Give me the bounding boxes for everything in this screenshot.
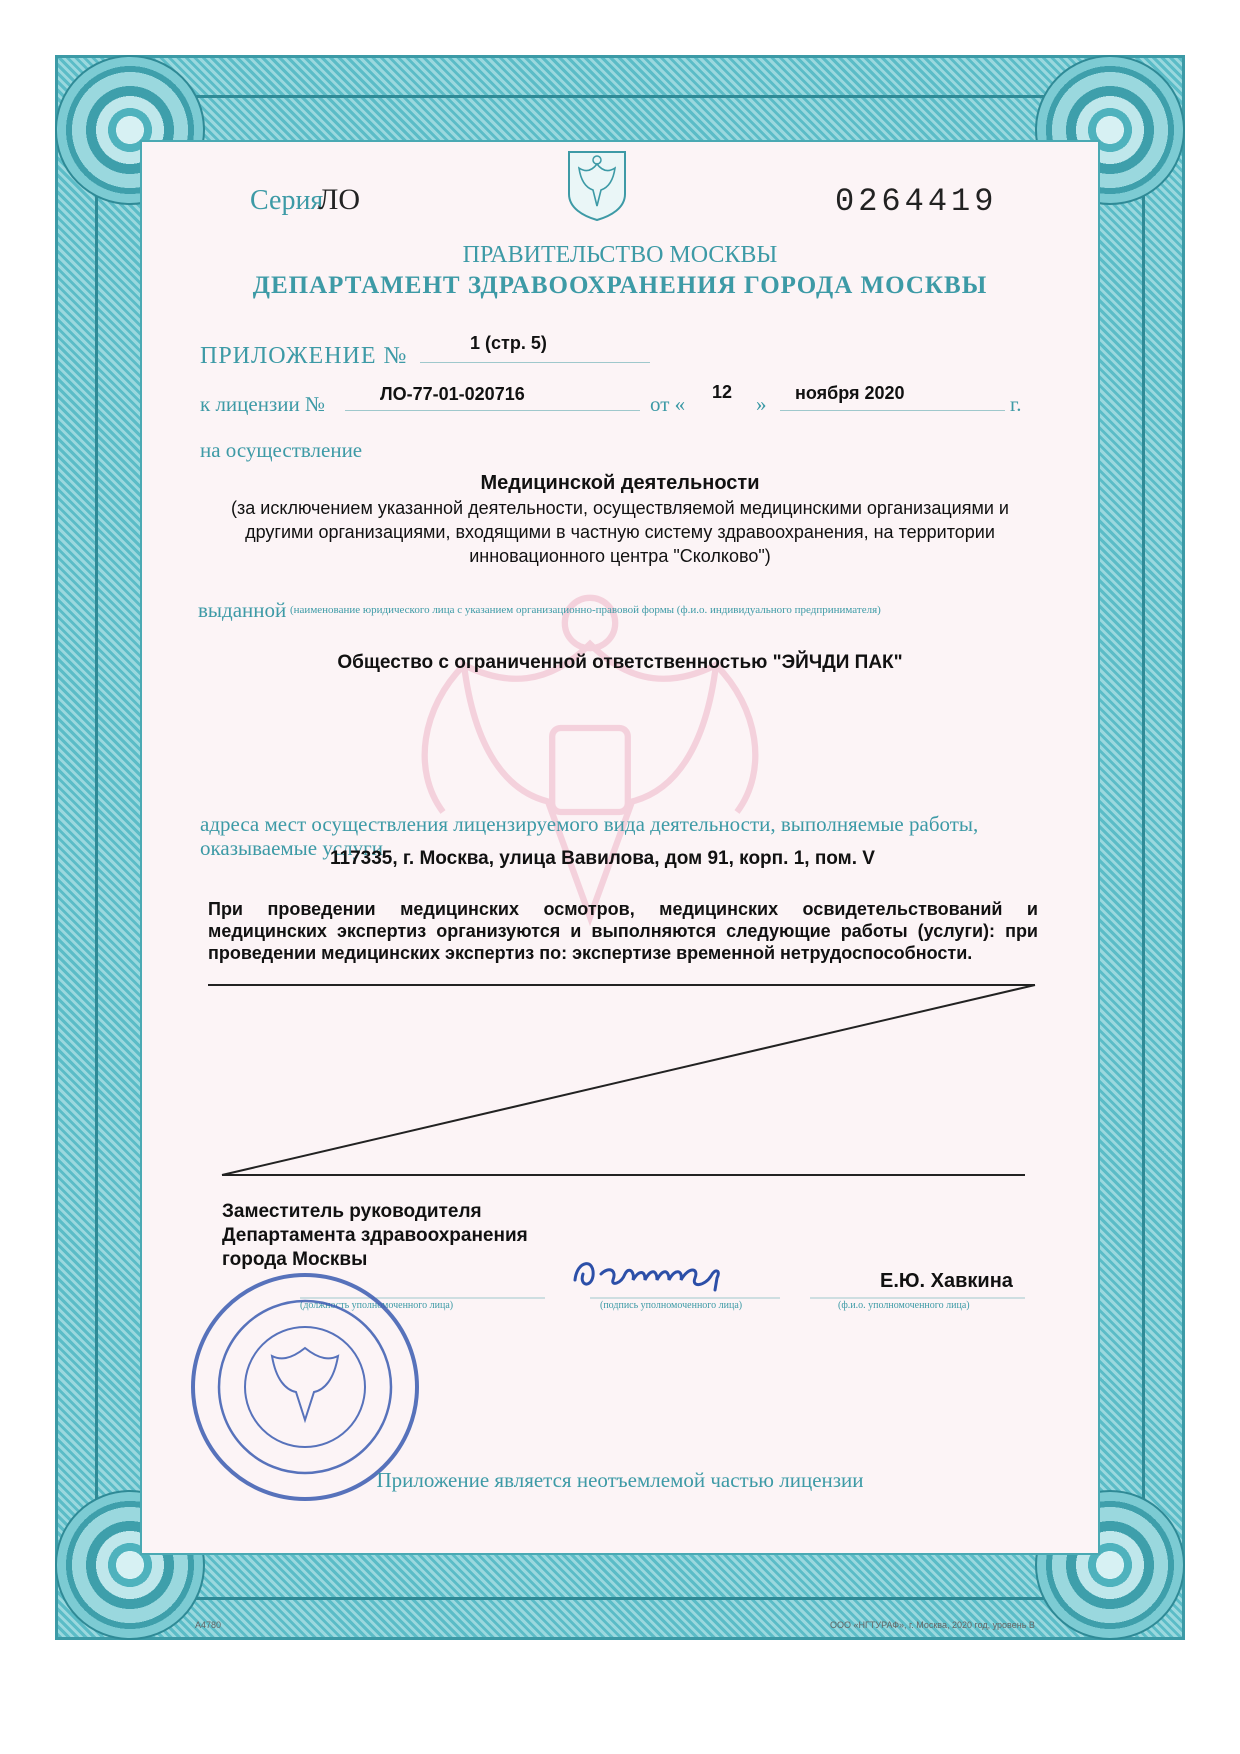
appendix-underline xyxy=(420,362,650,363)
activity-details: (за исключением указанной деятельности, осуществляемой медицинскими организациями и другими организациями, входящими в частную систему здравоохранения, на территории инновационного центра "Сколково") xyxy=(231,498,1009,566)
series-label: Серия xyxy=(250,185,324,216)
handwritten-signature xyxy=(565,1240,835,1300)
license-number: ЛО-77-01-020716 xyxy=(380,384,525,404)
appendix-number: 1 (стр. 5) xyxy=(470,333,547,353)
hint-signature: (подпись уполномоченного лица) xyxy=(600,1300,743,1311)
signer-position: Заместитель руководителя Департамента здравоохранения города Москвы xyxy=(222,1201,528,1270)
services-text: При проведении медицинских осмотров, медицинских освидетельствований и медицинских экспертиз организуются и выполняются следующие работы (услуги): при проведении медицинских экспертиз по: экспертизе временной нетрудоспособности. xyxy=(208,899,1038,963)
issued-to-hint: (наименование юридического лица с указанием организационно-правовой формы (ф.и.о. индивидуального предпринимателя) xyxy=(290,604,881,616)
activity-label: на осуществление xyxy=(200,438,363,462)
license-date-label: от « xyxy=(650,392,686,416)
printer-info: ООО «НГТУРАФ», г. Москва, 2020 год, уровень В xyxy=(830,1620,1035,1630)
license-form-number: 0264419 xyxy=(835,183,998,220)
issuer-department: ДЕПАРТАМЕНТ ЗДРАВООХРАНЕНИЯ ГОРОДА МОСКВЫ xyxy=(252,272,988,299)
license-date-close: » xyxy=(756,392,767,416)
issued-to-label: выданной xyxy=(198,598,287,622)
series-value: ЛО xyxy=(318,183,361,216)
license-year-suffix: г. xyxy=(1010,392,1022,416)
appendix-label: ПРИЛОЖЕНИЕ № xyxy=(200,343,408,369)
organization-name: Общество с ограниченной ответственностью "ЭЙЧДИ ПАК" xyxy=(337,652,903,673)
hint-name: (ф.и.о. уполномоченного лица) xyxy=(838,1300,970,1311)
activity-title: Медицинской деятельности xyxy=(480,472,760,494)
address-label: адреса мест осуществления лицензируемого вида деятельности, выполняемые работы, оказываемые услуги xyxy=(200,812,979,860)
license-label: к лицензии № xyxy=(200,392,326,416)
footer-note: Приложение является неотъемлемой частью лицензии xyxy=(376,1468,864,1492)
license-date-underline xyxy=(780,410,1005,411)
issuer-government: ПРАВИТЕЛЬСТВО МОСКВЫ xyxy=(462,242,778,268)
license-month-year: ноября 2020 xyxy=(795,383,905,403)
license-number-underline xyxy=(345,410,640,411)
print-code: А4780 xyxy=(195,1620,222,1630)
coat-of-arms-emblem-icon xyxy=(565,148,629,222)
address-value: 117335, г. Москва, улица Вавилова, дом 91, корп. 1, пом. V xyxy=(330,848,875,869)
hint-position: (должность уполномоченного лица) xyxy=(300,1300,454,1311)
license-day: 12 xyxy=(712,382,733,402)
signer-name: Е.Ю. Хавкина xyxy=(880,1270,1013,1292)
